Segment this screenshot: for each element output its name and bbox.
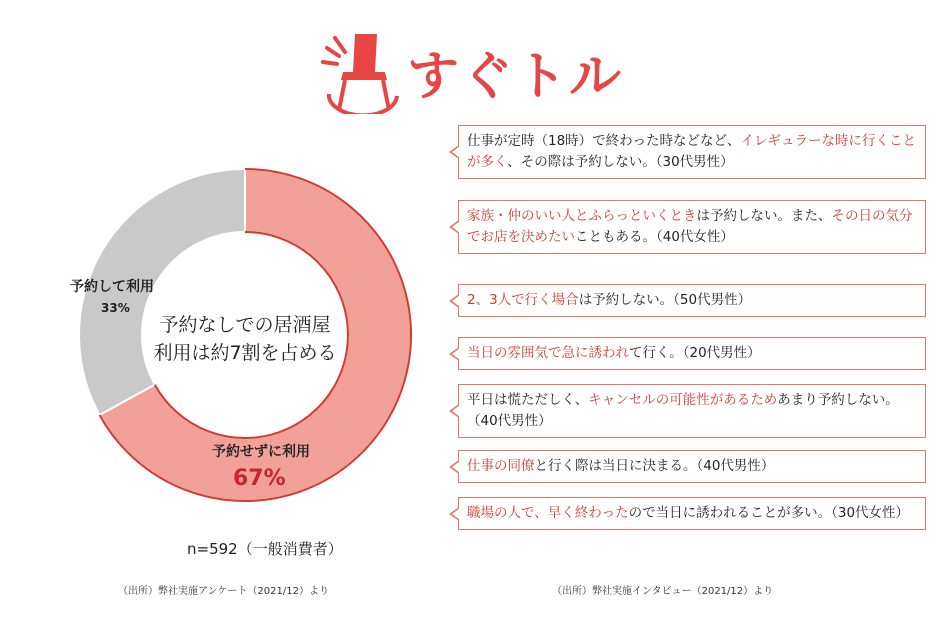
comment-highlight-text: 職場の人で、早く終わった (467, 505, 629, 521)
comment-text: こともある。（40代女性） (575, 229, 734, 245)
comment-highlight-text: キャンセルの可能性があるため (588, 392, 778, 408)
comment-text: て行く。（20代男性） (629, 345, 761, 361)
donut-center-text (150, 311, 340, 367)
slice-pct-unreserved: 67% (233, 466, 286, 491)
slice-label-unreserved: 予約せずに利用 (212, 444, 310, 460)
logo-wordmark: すぐトル (407, 47, 624, 107)
comment-bubble (458, 384, 926, 438)
comment-bubble (458, 450, 926, 483)
comment-highlight-text: その日の気分でお店を決めたい (467, 208, 913, 245)
comment-bubble (458, 200, 926, 254)
comment-highlight-text: 仕事の同僚 (467, 458, 535, 474)
comment-text: と行く際は当日に決まる。（40代男性） (534, 458, 775, 474)
comment-text: 平日は慌ただしく、 (467, 392, 589, 408)
chair-logo-icon (315, 24, 407, 114)
comment-text: 、その際は予約しない。（30代男性） (507, 154, 734, 170)
sugutoru-logo (315, 24, 624, 114)
slice-pct-reserved: 33% (101, 301, 130, 315)
comment-highlight-text: 当日の雰囲気で急に誘われ (467, 345, 629, 361)
slice-label-reserved: 予約して利用 (70, 279, 154, 295)
comment-bubble (458, 337, 926, 370)
comment-text: ので当日に誘われることが多い。（30代女性） (628, 505, 910, 521)
comment-text: あまり予約しない。（40代男性） (467, 392, 899, 429)
comment-highlight-text: イレギュラーな時に行くことが多く (467, 133, 917, 170)
source-left: （出所）弊社実施アンケート（2021/12）より (118, 586, 329, 597)
comment-bubble (458, 497, 926, 530)
comment-highlight-text: 家族・仲のいい人とふらっといくとき (467, 208, 697, 224)
comment-text: 仕事が定時（18時）で終わった時などなど、 (467, 133, 741, 149)
sample-size: n=592（一般消費者） (187, 540, 343, 558)
comment-bubble (458, 125, 926, 179)
comment-bubble (458, 284, 926, 317)
comment-text: は予約しない。また、 (696, 208, 832, 224)
center-text-line-2: 利用は約7割を占める (153, 342, 337, 364)
comment-text: は予約しない。（50代男性） (578, 292, 752, 308)
center-text-line-1: 予約なしでの居酒屋 (159, 314, 331, 336)
source-right: （出所）弊社実施インタビュー（2021/12）より (552, 586, 774, 597)
comment-highlight-text: 2、3人で行く場合 (467, 292, 579, 308)
